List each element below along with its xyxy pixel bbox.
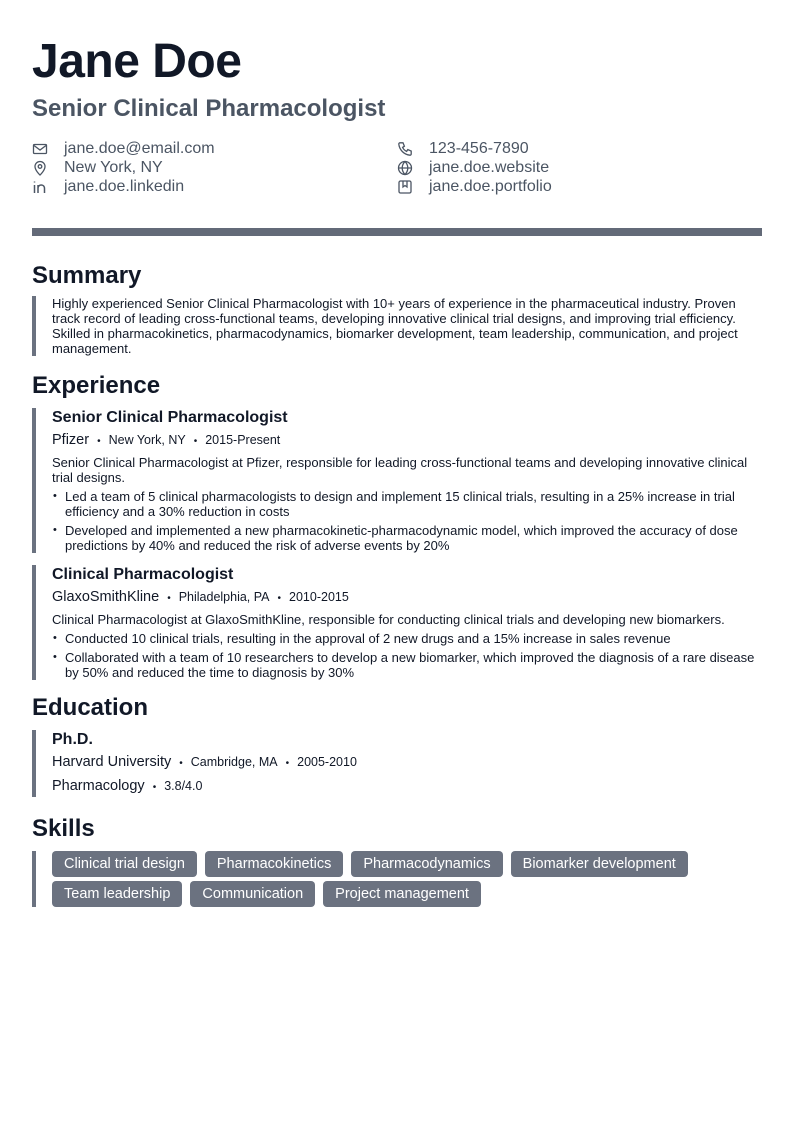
education-heading: Education bbox=[32, 694, 149, 721]
job-location: Philadelphia, PA bbox=[178, 590, 270, 604]
separator-dot: • bbox=[167, 593, 171, 604]
job-meta bbox=[52, 431, 762, 451]
separator-dot: • bbox=[97, 436, 101, 447]
job-dates: 2010-2015 bbox=[289, 590, 349, 604]
separator-dot: • bbox=[285, 758, 290, 769]
skills-heading: Skills bbox=[32, 815, 95, 842]
achievement-item: • Developed and implemented a new pharmacokinetic-pharmacodynamic model, which improved the accuracy of dose predictions by 40% and reduced the risk of adverse events by 20% bbox=[65, 523, 756, 553]
contact-website-text: jane.doe.website bbox=[429, 159, 550, 176]
achievement-item: • Collaborated with a team of 10 researchers to develop a new biomarker, which improved the diagnosis of a rare disease by 50% and reduced the time to diagnosis by 30% bbox=[65, 650, 756, 680]
job-company: GlaxoSmithKline bbox=[52, 589, 160, 605]
contact-website[interactable] bbox=[397, 159, 762, 177]
linkedin-icon bbox=[32, 179, 48, 195]
summary-heading: Summary bbox=[32, 262, 142, 289]
contact-linkedin-text: jane.doe.linkedin bbox=[64, 178, 185, 195]
job-title: Senior Clinical Pharmacologist bbox=[52, 409, 288, 426]
job-achievements bbox=[52, 489, 762, 553]
mail-icon bbox=[32, 141, 48, 157]
education-meta bbox=[52, 753, 762, 773]
contact-portfolio[interactable] bbox=[397, 178, 762, 196]
education-dates: 2005-2010 bbox=[297, 755, 357, 769]
separator-dot: • bbox=[152, 782, 157, 793]
job-title: Clinical Pharmacologist bbox=[52, 566, 234, 583]
candidate-name: Jane Doe bbox=[32, 35, 242, 88]
education-field-meta bbox=[52, 777, 762, 797]
separator-dot: • bbox=[193, 436, 198, 447]
phone-icon bbox=[397, 141, 413, 157]
separator-dot: • bbox=[179, 758, 183, 769]
globe-icon bbox=[397, 160, 413, 176]
skill-tag: Communication bbox=[190, 881, 315, 907]
education-entry bbox=[32, 730, 762, 797]
experience-entry bbox=[32, 408, 762, 553]
education-degree: Ph.D. bbox=[52, 731, 93, 748]
job-dates: 2015-Present bbox=[205, 433, 281, 447]
skill-tag: Biomarker development bbox=[511, 851, 688, 877]
location-pin-icon bbox=[32, 160, 48, 176]
skill-tag: Team leadership bbox=[52, 881, 182, 907]
skill-tag: Pharmacokinetics bbox=[205, 851, 343, 877]
job-achievements bbox=[52, 631, 762, 680]
contact-phone-text: 123-456-7890 bbox=[429, 140, 529, 157]
experience-entry bbox=[32, 565, 762, 680]
job-description: Clinical Pharmacologist at GlaxoSmithKline, responsible for conducting clinical trials and developing new biomarkers. bbox=[52, 612, 725, 627]
achievement-item: • Conducted 10 clinical trials, resulting in the approval of 2 new drugs and a 15% increase in sales revenue bbox=[65, 631, 756, 646]
contact-email[interactable] bbox=[32, 140, 397, 158]
education-school: Harvard University bbox=[52, 754, 172, 770]
education-field: Pharmacology bbox=[52, 778, 145, 794]
skills-list bbox=[32, 851, 762, 907]
job-company: Pfizer bbox=[52, 432, 90, 448]
contact-linkedin[interactable] bbox=[32, 178, 397, 196]
job-location: New York, NY bbox=[108, 433, 186, 447]
job-meta bbox=[52, 588, 762, 608]
candidate-title: Senior Clinical Pharmacologist bbox=[32, 95, 386, 122]
job-description: Senior Clinical Pharmacologist at Pfizer, responsible for leading cross-functional teams and developing innovative clinical trial designs. bbox=[52, 455, 748, 485]
education-location: Cambridge, MA bbox=[190, 755, 278, 769]
skill-tag: Project management bbox=[323, 881, 481, 907]
achievement-item: • Led a team of 5 clinical pharmacologists to design and implement 15 clinical trials, resulting in a 25% increase in trial efficiency and a 30% reduction in costs bbox=[65, 489, 756, 519]
summary-text: Highly experienced Senior Clinical Pharmacologist with 10+ years of experience in the pharmaceutical industry. Proven track record of leading cross-functional teams, developing innovative clinical trial designs, and improving trial efficiency. Skilled in pharmacokinetics, pharmacodynamics, biomarker development, team leadership, communication, and project management. bbox=[32, 296, 762, 356]
skill-tag: Clinical trial design bbox=[52, 851, 197, 877]
contact-location bbox=[32, 159, 397, 177]
contact-list bbox=[32, 140, 762, 196]
skill-tag: Pharmacodynamics bbox=[351, 851, 502, 877]
experience-heading: Experience bbox=[32, 372, 161, 399]
contact-location-text: New York, NY bbox=[64, 159, 163, 176]
portfolio-icon bbox=[397, 179, 413, 195]
contact-portfolio-text: jane.doe.portfolio bbox=[429, 178, 552, 195]
contact-email-text: jane.doe@email.com bbox=[64, 140, 215, 157]
education-gpa: 3.8/4.0 bbox=[164, 779, 203, 793]
header-divider bbox=[32, 228, 762, 236]
contact-phone[interactable] bbox=[397, 140, 762, 158]
separator-dot: • bbox=[277, 593, 282, 604]
